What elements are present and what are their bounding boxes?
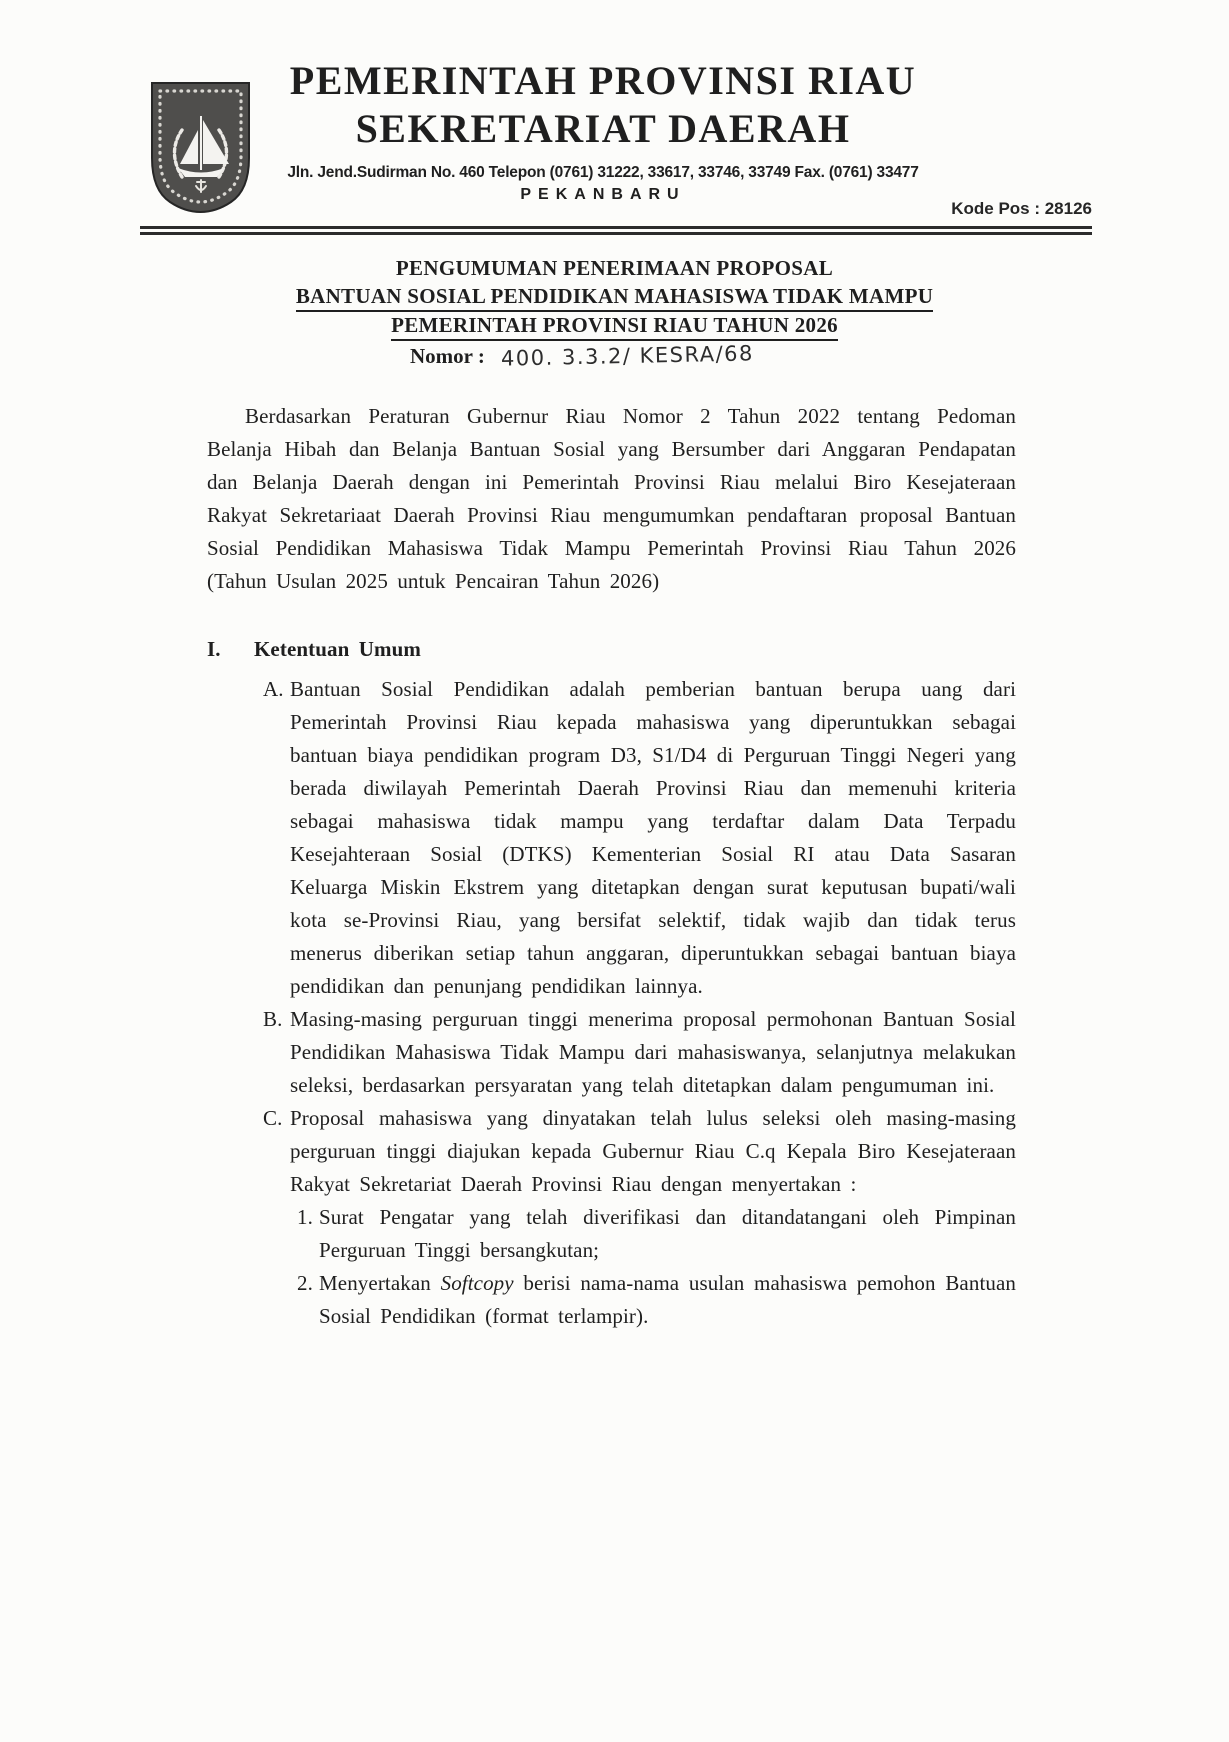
document-number-label: Nomor : bbox=[410, 344, 485, 368]
section-title: Ketentuan Umum bbox=[254, 637, 421, 661]
list-item-a bbox=[263, 673, 1016, 1003]
document-number-row bbox=[410, 341, 754, 371]
list-item-a-text: Bantuan Sosial Pendidikan adalah pemberian bantuan berupa uang dari Pemerintah Provinsi Riau kepada mahasiswa yang diperuntukkan sebagai bantuan biaya pendidikan program D3, S1/D4 di Perguruan Tinggi Negeri yang berada diwilayah Pemerintah Daerah Provinsi Riau dan memenuhi kriteria sebagai mahasiswa tidak mampu yang terdaftar dalam Data Terpadu Kesejahteraan Sosial (DTKS) Kementerian Sosial RI atau Data Sasaran Keluarga Miskin Ekstrem yang ditetapkan dengan surat keputusan bupati/wali kota se-Provinsi Riau, yang bersifat selektif, tidak wajib dan tidak terus menerus diberikan setiap tahun anggaran, diperuntukkan sebagai bantuan biaya pendidikan dan penunjang pendidikan lainnya. bbox=[290, 677, 1016, 998]
letterhead bbox=[253, 58, 953, 204]
riau-coat-of-arms-logo bbox=[148, 80, 253, 215]
letterhead-divider-rule bbox=[140, 226, 1092, 235]
list-item-b-label: B. bbox=[263, 1007, 283, 1031]
section-number: I. bbox=[207, 637, 221, 661]
document-body bbox=[207, 400, 1016, 1333]
section-item-list bbox=[263, 673, 1016, 1333]
list-item-c-label: C. bbox=[263, 1106, 283, 1130]
letterhead-city: PEKANBARU bbox=[520, 186, 686, 203]
letterhead-government-name: PEMERINTAH PROVINSI RIAU bbox=[289, 58, 917, 103]
sub-item-2-text: Menyertakan Softcopy berisi nama-nama usulan mahasiswa pemohon Bantuan Sosial Pendidikan (format terlampir). bbox=[319, 1271, 1017, 1328]
list-item-c-text: Proposal mahasiswa yang dinyatakan telah lulus seleksi oleh masing-masing perguruan tinggi diajukan kepada Gubernur Riau C.q Kepala Biro Kesejateraan Rakyat Sekretariat Daerah Provinsi Riau dengan menyertakan : bbox=[290, 1106, 1016, 1196]
opening-paragraph: Berdasarkan Peraturan Gubernur Riau Nomor 2 Tahun 2022 tentang Pedoman Belanja Hibah dan Belanja Bantuan Sosial yang Bersumber dari Anggaran Pendapatan dan Belanja Daerah dengan ini Pemerintah Provinsi Riau melalui Biro Kesejateraan Rakyat Sekretariaat Daerah Provinsi Riau mengumumkan pendaftaran proposal Bantuan Sosial Pendidikan Mahasiswa Tidak Mampu Pemerintah Provinsi Riau Tahun 2026 (Tahun Usulan 2025 untuk Pencairan Tahun 2026) bbox=[207, 404, 1016, 593]
letterhead-office-name: SEKRETARIAT DAERAH bbox=[355, 106, 851, 151]
sub-item-1-text: Surat Pengatar yang telah diverifikasi dan ditandatangani oleh Pimpinan Perguruan Tinggi bersangkutan; bbox=[319, 1205, 1016, 1262]
list-item-c bbox=[263, 1102, 1016, 1333]
sub-item-2-label: 2. bbox=[297, 1271, 313, 1295]
document-title-line-1: PENGUMUMAN PENERIMAAN PROPOSAL bbox=[395, 256, 834, 280]
list-item-b-text: Masing-masing perguruan tinggi menerima proposal permohonan Bantuan Sosial Pendidikan Mahasiswa Tidak Mampu dari mahasiswanya, selanjutnya melakukan seleksi, berdasarkan persyaratan yang telah ditetapkan dalam pengumuman ini. bbox=[290, 1007, 1016, 1097]
sub-item-1 bbox=[297, 1201, 1016, 1267]
list-item-b bbox=[263, 1003, 1016, 1102]
section-heading bbox=[207, 633, 1016, 666]
sub-item-1-label: 1. bbox=[297, 1205, 313, 1229]
list-item-a-label: A. bbox=[263, 677, 284, 701]
letterhead-address: Jln. Jend.Sudirman No. 460 Telepon (0761) 31222, 33617, 33746, 33749 Fax. (0761) 33477 bbox=[287, 164, 919, 181]
letterhead-postal-code: Kode Pos : 28126 bbox=[951, 199, 1092, 218]
document-title-line-2: BANTUAN SOSIAL PENDIDIKAN MAHASISWA TIDAK MAMPU bbox=[0, 284, 1229, 312]
document-number-handwritten-value: 400. 3.3.2/ KESRA/68 bbox=[500, 341, 754, 371]
document-title-line-3: PEMERINTAH PROVINSI RIAU TAHUN 2026 bbox=[0, 313, 1229, 341]
sub-item-2 bbox=[297, 1267, 1016, 1333]
